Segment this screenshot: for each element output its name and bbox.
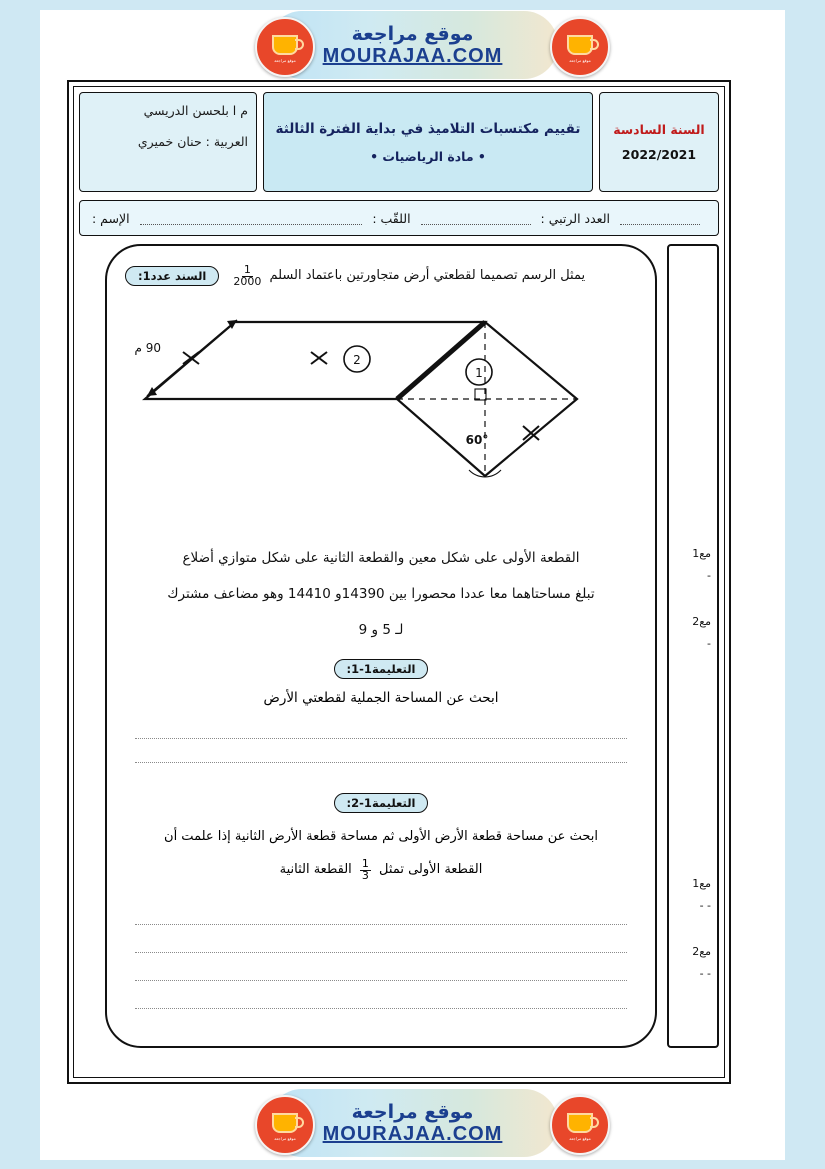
answer-line[interactable] <box>135 980 627 981</box>
svg-text:2: 2 <box>353 353 361 367</box>
watermark-line2: MOURAJAA.COM <box>322 1122 503 1145</box>
rank-number-input-line[interactable] <box>620 223 700 225</box>
svg-text:90 م: 90 م <box>134 341 161 355</box>
scale-numerator: 1 <box>243 263 251 276</box>
instruction-2-text: ابحث عن مساحة قطعة الأرض الأولى ثم مساحة قطعة الأرض الثانية إذا علمت أن <box>164 829 598 844</box>
exam-sheet <box>67 80 731 1084</box>
mark-entry-1-dash: - <box>707 569 711 582</box>
logo-caption: موقع مراجعة <box>274 58 296 63</box>
watermark-line1: موقع مراجعة <box>351 22 474 45</box>
header-title-block <box>263 92 593 192</box>
logo-caption: موقع مراجعة <box>274 1136 296 1141</box>
coffee-cup-logo-icon <box>550 17 610 77</box>
student-identity-strip <box>79 200 719 236</box>
mark-entry-3-dash: - - <box>699 899 711 912</box>
support-tag: السند عدد1: <box>125 266 219 286</box>
fraction-numerator: 1 <box>361 857 369 870</box>
support-text <box>229 264 585 287</box>
support-row <box>125 264 637 287</box>
problem-paragraph-1: القطعة الأولى على شكل معين والقطعة الثانية على شكل متوازي أضلاع <box>182 550 580 566</box>
coffee-cup-logo-icon <box>255 17 315 77</box>
coffee-cup-logo-icon <box>255 1095 315 1155</box>
marks-column <box>667 244 719 1048</box>
mark-entry-2-label: مع2 <box>692 615 711 628</box>
school-year: 2022/2021 <box>621 147 697 162</box>
land-plots-figure <box>125 304 645 534</box>
scale-denominator: 2000 <box>233 274 262 288</box>
mark-entry-2-dash: - <box>707 637 711 650</box>
problem-paragraph-3: لـ 5 و 9 <box>358 622 404 638</box>
answer-line[interactable] <box>135 924 627 925</box>
mark-entry-4-label: مع2 <box>692 945 711 958</box>
instruction-2-text-line2 <box>129 858 633 881</box>
instruction-2-left-part: القطعة الثانية <box>279 862 352 878</box>
fraction-denominator: 3 <box>361 868 369 882</box>
instruction-1-text: ابحث عن المساحة الجملية لقطعتي الأرض <box>263 690 499 706</box>
watermark-banner-top <box>40 10 785 80</box>
surname-label: اللقّب : <box>372 210 411 226</box>
instruction-2-row <box>107 792 655 813</box>
answer-line[interactable] <box>135 738 627 739</box>
watermark-line2: MOURAJAA.COM <box>322 44 503 67</box>
instruction-1-tag: التعليمة1-1: <box>334 659 429 679</box>
watermark-banner-bottom <box>40 1088 785 1158</box>
coffee-cup-logo-icon <box>550 1095 610 1155</box>
mark-entry-1-label: مع1 <box>692 547 711 560</box>
support-text-main: يمثل الرسم تصميما لقطعتي أرض متجاورتين باعتماد السلم <box>269 268 586 284</box>
mark-entry-4-dash: - - <box>699 967 711 980</box>
header-year-block <box>599 92 719 192</box>
logo-caption: موقع مراجعة <box>569 1136 591 1141</box>
logo-caption: موقع مراجعة <box>569 58 591 63</box>
answer-line[interactable] <box>135 762 627 763</box>
header-teacher-line: العربية : حنان خميري <box>137 134 248 149</box>
surname-input-line[interactable] <box>421 223 531 225</box>
scale-fraction <box>233 264 261 287</box>
page-sheet <box>40 10 785 1160</box>
svg-text:60°: 60° <box>465 433 489 447</box>
exam-subject: • مادة الرياضيات • <box>370 148 486 164</box>
mark-entry-3-label: مع1 <box>692 877 711 890</box>
rank-number-label: العدد الرتبي : <box>540 210 610 226</box>
answer-line[interactable] <box>135 1008 627 1009</box>
header-school-block <box>79 92 257 192</box>
answer-line[interactable] <box>135 952 627 953</box>
name-input-line[interactable] <box>140 223 363 225</box>
instruction-1-row <box>107 658 655 679</box>
problem-paragraph-2: تبلغ مساحتاهما معا عددا محصورا بين 14390و 14410 وهو مضاعف مشترك <box>167 586 595 602</box>
instruction-2-right-part: القطعة الأولى تمثل <box>379 862 483 878</box>
instruction-2-tag: التعليمة1-2: <box>334 793 429 813</box>
third-fraction <box>360 858 371 881</box>
exam-title: تقييم مكتسبات التلاميذ في بداية الفترة الثالثة <box>275 120 581 137</box>
svg-text:1: 1 <box>475 366 483 380</box>
school-level: السنة السادسة <box>613 122 705 137</box>
name-label: الإسم : <box>92 210 130 226</box>
header-school-line1: م ا بلحسن الدريسي <box>143 103 248 118</box>
sheet-header <box>79 92 719 192</box>
watermark-line1: موقع مراجعة <box>351 1100 474 1123</box>
exercise-content <box>105 244 657 1048</box>
